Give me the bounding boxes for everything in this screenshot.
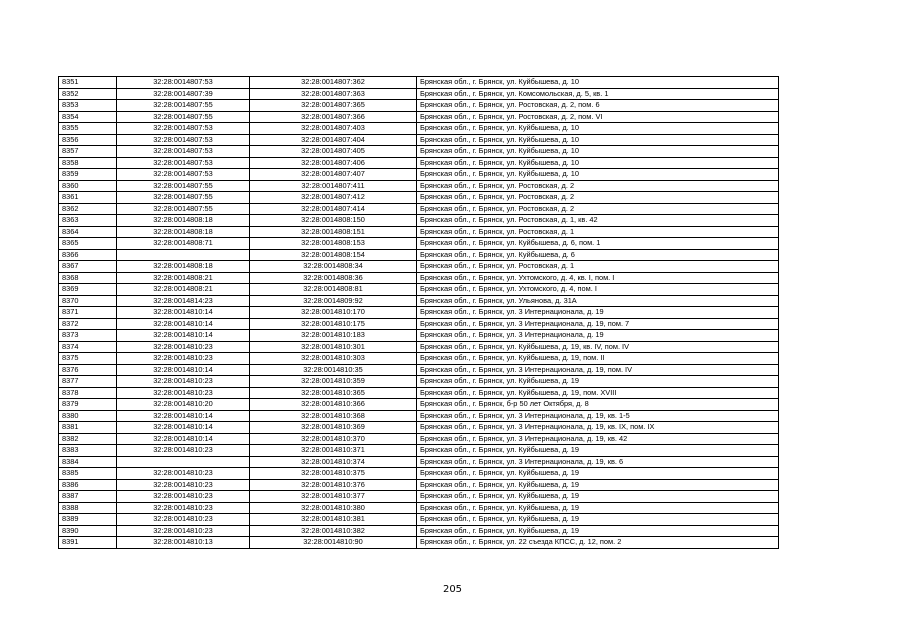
row-number-cell: 8359 bbox=[59, 169, 117, 181]
parent-cadastral-number-cell: 32:28:0014808:18 bbox=[117, 261, 250, 273]
cadastral-number-cell: 32:28:0014808:151 bbox=[250, 226, 417, 238]
table-row bbox=[59, 537, 779, 549]
row-number-cell: 8374 bbox=[59, 341, 117, 353]
cadastral-number-cell: 32:28:0014809:92 bbox=[250, 295, 417, 307]
address-cell: Брянская обл., г. Брянск, ул. Ростовская, д. 2 bbox=[417, 180, 779, 192]
address-cell: Брянская обл., г. Брянск, ул. Куйбышева, д. 10 bbox=[417, 157, 779, 169]
row-number-cell: 8384 bbox=[59, 456, 117, 468]
table-row bbox=[59, 502, 779, 514]
parent-cadastral-number-cell: 32:28:0014810:23 bbox=[117, 491, 250, 503]
address-cell: Брянская обл., г. Брянск, ул. Куйбышева, д. 10 bbox=[417, 77, 779, 89]
cadastral-number-cell: 32:28:0014808:34 bbox=[250, 261, 417, 273]
table-row bbox=[59, 422, 779, 434]
address-cell: Брянская обл., г. Брянск, ул. 3 Интернационала, д. 19 bbox=[417, 330, 779, 342]
table-row bbox=[59, 456, 779, 468]
address-cell: Брянская обл., г. Брянск, ул. Куйбышева, д. 19, пом. II bbox=[417, 353, 779, 365]
table-row bbox=[59, 468, 779, 480]
row-number-cell: 8370 bbox=[59, 295, 117, 307]
address-cell: Брянская обл., г. Брянск, ул. 3 Интернационала, д. 19, пом. 7 bbox=[417, 318, 779, 330]
row-number-cell: 8351 bbox=[59, 77, 117, 89]
row-number-cell: 8367 bbox=[59, 261, 117, 273]
table-row bbox=[59, 111, 779, 123]
address-cell: Брянская обл., г. Брянск, ул. Куйбышева, д. 19, пом. XVIII bbox=[417, 387, 779, 399]
address-cell: Брянская обл., г. Брянск, ул. Куйбышева, д. 19 bbox=[417, 479, 779, 491]
cadastral-number-cell: 32:28:0014807:405 bbox=[250, 146, 417, 158]
parent-cadastral-number-cell: 32:28:0014807:55 bbox=[117, 100, 250, 112]
parent-cadastral-number-cell: 32:28:0014814:23 bbox=[117, 295, 250, 307]
address-cell: Брянская обл., г. Брянск, ул. Ростовская, д. 2 bbox=[417, 203, 779, 215]
cadastral-number-cell: 32:28:0014810:183 bbox=[250, 330, 417, 342]
cadastral-number-cell: 32:28:0014810:35 bbox=[250, 364, 417, 376]
row-number-cell: 8354 bbox=[59, 111, 117, 123]
row-number-cell: 8388 bbox=[59, 502, 117, 514]
address-cell: Брянская обл., г. Брянск, ул. Куйбышева, д. 6 bbox=[417, 249, 779, 261]
address-cell: Брянская обл., г. Брянск, ул. Куйбышева, д. 10 bbox=[417, 134, 779, 146]
parent-cadastral-number-cell: 32:28:0014807:53 bbox=[117, 169, 250, 181]
table-row bbox=[59, 491, 779, 503]
cadastral-number-cell: 32:28:0014807:406 bbox=[250, 157, 417, 169]
parent-cadastral-number-cell: 32:28:0014807:55 bbox=[117, 111, 250, 123]
parent-cadastral-number-cell: 32:28:0014807:53 bbox=[117, 157, 250, 169]
row-number-cell: 8385 bbox=[59, 468, 117, 480]
parent-cadastral-number-cell: 32:28:0014810:14 bbox=[117, 422, 250, 434]
row-number-cell: 8376 bbox=[59, 364, 117, 376]
address-cell: Брянская обл., г. Брянск, ул. 3 Интернационала, д. 19, кв. IX, пом. IX bbox=[417, 422, 779, 434]
row-number-cell: 8369 bbox=[59, 284, 117, 296]
parent-cadastral-number-cell: 32:28:0014808:18 bbox=[117, 215, 250, 227]
cadastral-number-cell: 32:28:0014810:370 bbox=[250, 433, 417, 445]
row-number-cell: 8387 bbox=[59, 491, 117, 503]
row-number-cell: 8358 bbox=[59, 157, 117, 169]
parent-cadastral-number-cell: 32:28:0014807:53 bbox=[117, 77, 250, 89]
parent-cadastral-number-cell: 32:28:0014810:14 bbox=[117, 364, 250, 376]
row-number-cell: 8362 bbox=[59, 203, 117, 215]
cadastral-number-cell: 32:28:0014807:362 bbox=[250, 77, 417, 89]
cadastral-number-cell: 32:28:0014807:366 bbox=[250, 111, 417, 123]
cadastral-number-cell: 32:28:0014810:368 bbox=[250, 410, 417, 422]
parent-cadastral-number-cell: 32:28:0014810:20 bbox=[117, 399, 250, 411]
cadastral-number-cell: 32:28:0014810:301 bbox=[250, 341, 417, 353]
table-row bbox=[59, 100, 779, 112]
table-row bbox=[59, 249, 779, 261]
address-cell: Брянская обл., г. Брянск, ул. Ухтомского, д. 4, кв. I, пом. I bbox=[417, 272, 779, 284]
cadastral-number-cell: 32:28:0014808:150 bbox=[250, 215, 417, 227]
row-number-cell: 8361 bbox=[59, 192, 117, 204]
address-cell: Брянская обл., г. Брянск, ул. Комсомольская, д. 5, кв. 1 bbox=[417, 88, 779, 100]
table-row bbox=[59, 433, 779, 445]
table-row bbox=[59, 261, 779, 273]
table-row bbox=[59, 226, 779, 238]
row-number-cell: 8353 bbox=[59, 100, 117, 112]
row-number-cell: 8355 bbox=[59, 123, 117, 135]
cadastral-number-cell: 32:28:0014807:414 bbox=[250, 203, 417, 215]
table-row bbox=[59, 353, 779, 365]
cadastral-number-cell: 32:28:0014810:303 bbox=[250, 353, 417, 365]
table-row bbox=[59, 307, 779, 319]
parent-cadastral-number-cell: 32:28:0014810:23 bbox=[117, 514, 250, 526]
address-cell: Брянская обл., г. Брянск, ул. 22 съезда КПСС, д. 12, пом. 2 bbox=[417, 537, 779, 549]
cadastral-number-cell: 32:28:0014810:382 bbox=[250, 525, 417, 537]
parent-cadastral-number-cell: 32:28:0014807:55 bbox=[117, 203, 250, 215]
cadastral-number-cell: 32:28:0014810:366 bbox=[250, 399, 417, 411]
table-row bbox=[59, 134, 779, 146]
parent-cadastral-number-cell: 32:28:0014810:23 bbox=[117, 502, 250, 514]
parent-cadastral-number-cell: 32:28:0014808:71 bbox=[117, 238, 250, 250]
address-cell: Брянская обл., г. Брянск, ул. Куйбышева, д. 19 bbox=[417, 445, 779, 457]
cadastral-number-cell: 32:28:0014810:369 bbox=[250, 422, 417, 434]
cadastral-number-cell: 32:28:0014807:363 bbox=[250, 88, 417, 100]
table-row bbox=[59, 88, 779, 100]
address-cell: Брянская обл., г. Брянск, ул. Куйбышева, д. 19 bbox=[417, 514, 779, 526]
parent-cadastral-number-cell: 32:28:0014810:14 bbox=[117, 307, 250, 319]
address-cell: Брянская обл., г. Брянск, ул. Куйбышева, д. 19 bbox=[417, 376, 779, 388]
table-row bbox=[59, 192, 779, 204]
parent-cadastral-number-cell: 32:28:0014810:23 bbox=[117, 445, 250, 457]
cadastral-number-cell: 32:28:0014807:411 bbox=[250, 180, 417, 192]
row-number-cell: 8373 bbox=[59, 330, 117, 342]
address-cell: Брянская обл., г. Брянск, ул. Ростовская, д. 2, пом. VI bbox=[417, 111, 779, 123]
table-row bbox=[59, 514, 779, 526]
address-cell: Брянская обл., г. Брянск, ул. 3 Интернационала, д. 19, кв. 42 bbox=[417, 433, 779, 445]
parent-cadastral-number-cell: 32:28:0014808:21 bbox=[117, 284, 250, 296]
table-row bbox=[59, 410, 779, 422]
address-cell: Брянская обл., г. Брянск, ул. Ростовская, д. 1 bbox=[417, 261, 779, 273]
parent-cadastral-number-cell: 32:28:0014807:55 bbox=[117, 180, 250, 192]
table-row bbox=[59, 203, 779, 215]
address-cell: Брянская обл., г. Брянск, ул. Куйбышева, д. 10 bbox=[417, 146, 779, 158]
table-row bbox=[59, 146, 779, 158]
table-row bbox=[59, 180, 779, 192]
table-row bbox=[59, 284, 779, 296]
address-cell: Брянская обл., г. Брянск, ул. Куйбышева, д. 19, кв. IV, пом. IV bbox=[417, 341, 779, 353]
parent-cadastral-number-cell: 32:28:0014808:21 bbox=[117, 272, 250, 284]
cadastral-number-cell: 32:28:0014807:404 bbox=[250, 134, 417, 146]
address-cell: Брянская обл., г. Брянск, ул. Куйбышева, д. 19 bbox=[417, 525, 779, 537]
parent-cadastral-number-cell: 32:28:0014810:14 bbox=[117, 318, 250, 330]
row-number-cell: 8363 bbox=[59, 215, 117, 227]
parent-cadastral-number-cell: 32:28:0014810:23 bbox=[117, 341, 250, 353]
parent-cadastral-number-cell: 32:28:0014810:23 bbox=[117, 525, 250, 537]
table-row bbox=[59, 238, 779, 250]
parent-cadastral-number-cell: 32:28:0014810:23 bbox=[117, 479, 250, 491]
parent-cadastral-number-cell bbox=[117, 249, 250, 261]
document-page bbox=[58, 76, 778, 549]
parent-cadastral-number-cell: 32:28:0014807:53 bbox=[117, 134, 250, 146]
table-row bbox=[59, 295, 779, 307]
row-number-cell: 8378 bbox=[59, 387, 117, 399]
parent-cadastral-number-cell: 32:28:0014810:14 bbox=[117, 410, 250, 422]
address-cell: Брянская обл., г. Брянск, ул. 3 Интернационала, д. 19 bbox=[417, 307, 779, 319]
address-cell: Брянская обл., г. Брянск, ул. Куйбышева, д. 19 bbox=[417, 468, 779, 480]
row-number-cell: 8371 bbox=[59, 307, 117, 319]
address-cell: Брянская обл., г. Брянск, ул. Куйбышева, д. 6, пом. 1 bbox=[417, 238, 779, 250]
row-number-cell: 8377 bbox=[59, 376, 117, 388]
cadastral-number-cell: 32:28:0014810:375 bbox=[250, 468, 417, 480]
cadastral-number-cell: 32:28:0014810:377 bbox=[250, 491, 417, 503]
row-number-cell: 8352 bbox=[59, 88, 117, 100]
address-cell: Брянская обл., г. Брянск, ул. 3 Интернационала, д. 19, кв. 1-5 bbox=[417, 410, 779, 422]
cadastral-number-cell: 32:28:0014810:380 bbox=[250, 502, 417, 514]
cadastral-number-cell: 32:28:0014808:81 bbox=[250, 284, 417, 296]
cadastral-number-cell: 32:28:0014807:412 bbox=[250, 192, 417, 204]
table-row bbox=[59, 341, 779, 353]
parent-cadastral-number-cell: 32:28:0014810:23 bbox=[117, 353, 250, 365]
page-number: 205 bbox=[442, 584, 463, 595]
address-cell: Брянская обл., г. Брянск, ул. Ростовская, д. 2 bbox=[417, 192, 779, 204]
address-cell: Брянская обл., г. Брянск, ул. Ухтомского, д. 4, пом. I bbox=[417, 284, 779, 296]
table-row bbox=[59, 123, 779, 135]
address-cell: Брянская обл., г. Брянск, ул. Ростовская, д. 1 bbox=[417, 226, 779, 238]
table-row bbox=[59, 479, 779, 491]
cadastral-number-cell: 32:28:0014807:407 bbox=[250, 169, 417, 181]
cadastral-number-cell: 32:28:0014810:90 bbox=[250, 537, 417, 549]
table-row bbox=[59, 525, 779, 537]
parent-cadastral-number-cell: 32:28:0014810:13 bbox=[117, 537, 250, 549]
registry-table bbox=[58, 76, 779, 549]
cadastral-number-cell: 32:28:0014810:371 bbox=[250, 445, 417, 457]
address-cell: Брянская обл., г. Брянск, ул. Ульянова, д. 31А bbox=[417, 295, 779, 307]
table-row bbox=[59, 387, 779, 399]
parent-cadastral-number-cell: 32:28:0014810:14 bbox=[117, 433, 250, 445]
table-row bbox=[59, 330, 779, 342]
cadastral-number-cell: 32:28:0014807:403 bbox=[250, 123, 417, 135]
cadastral-number-cell: 32:28:0014807:365 bbox=[250, 100, 417, 112]
row-number-cell: 8379 bbox=[59, 399, 117, 411]
row-number-cell: 8380 bbox=[59, 410, 117, 422]
cadastral-number-cell: 32:28:0014810:381 bbox=[250, 514, 417, 526]
parent-cadastral-number-cell: 32:28:0014807:53 bbox=[117, 123, 250, 135]
address-cell: Брянская обл., г. Брянск, ул. Куйбышева, д. 19 bbox=[417, 502, 779, 514]
cadastral-number-cell: 32:28:0014810:170 bbox=[250, 307, 417, 319]
address-cell: Брянская обл., г. Брянск, ул. Ростовская, д. 1, кв. 42 bbox=[417, 215, 779, 227]
address-cell: Брянская обл., г. Брянск, ул. Куйбышева, д. 10 bbox=[417, 169, 779, 181]
row-number-cell: 8356 bbox=[59, 134, 117, 146]
table-row bbox=[59, 445, 779, 457]
row-number-cell: 8375 bbox=[59, 353, 117, 365]
parent-cadastral-number-cell: 32:28:0014810:23 bbox=[117, 376, 250, 388]
address-cell: Брянская обл., г. Брянск, ул. Куйбышева, д. 10 bbox=[417, 123, 779, 135]
row-number-cell: 8360 bbox=[59, 180, 117, 192]
row-number-cell: 8364 bbox=[59, 226, 117, 238]
table-row bbox=[59, 169, 779, 181]
row-number-cell: 8357 bbox=[59, 146, 117, 158]
row-number-cell: 8389 bbox=[59, 514, 117, 526]
parent-cadastral-number-cell: 32:28:0014810:14 bbox=[117, 330, 250, 342]
row-number-cell: 8366 bbox=[59, 249, 117, 261]
table-row bbox=[59, 399, 779, 411]
table-row bbox=[59, 215, 779, 227]
address-cell: Брянская обл., г. Брянск, ул. 3 Интернационала, д. 19, кв. 6 bbox=[417, 456, 779, 468]
cadastral-number-cell: 32:28:0014810:376 bbox=[250, 479, 417, 491]
address-cell: Брянская обл., г. Брянск, б-р 50 лет Октября, д. 8 bbox=[417, 399, 779, 411]
table-row bbox=[59, 77, 779, 89]
row-number-cell: 8391 bbox=[59, 537, 117, 549]
cadastral-number-cell: 32:28:0014810:365 bbox=[250, 387, 417, 399]
cadastral-number-cell: 32:28:0014810:175 bbox=[250, 318, 417, 330]
address-cell: Брянская обл., г. Брянск, ул. 3 Интернационала, д. 19, пом. IV bbox=[417, 364, 779, 376]
row-number-cell: 8381 bbox=[59, 422, 117, 434]
row-number-cell: 8368 bbox=[59, 272, 117, 284]
table-row bbox=[59, 376, 779, 388]
registry-table-body bbox=[59, 77, 779, 549]
table-row bbox=[59, 318, 779, 330]
parent-cadastral-number-cell bbox=[117, 456, 250, 468]
address-cell: Брянская обл., г. Брянск, ул. Ростовская, д. 2, пом. 6 bbox=[417, 100, 779, 112]
parent-cadastral-number-cell: 32:28:0014807:39 bbox=[117, 88, 250, 100]
row-number-cell: 8365 bbox=[59, 238, 117, 250]
parent-cadastral-number-cell: 32:28:0014807:53 bbox=[117, 146, 250, 158]
table-row bbox=[59, 157, 779, 169]
table-row bbox=[59, 272, 779, 284]
parent-cadastral-number-cell: 32:28:0014810:23 bbox=[117, 468, 250, 480]
table-row bbox=[59, 364, 779, 376]
row-number-cell: 8390 bbox=[59, 525, 117, 537]
cadastral-number-cell: 32:28:0014808:153 bbox=[250, 238, 417, 250]
row-number-cell: 8372 bbox=[59, 318, 117, 330]
address-cell: Брянская обл., г. Брянск, ул. Куйбышева, д. 19 bbox=[417, 491, 779, 503]
cadastral-number-cell: 32:28:0014808:154 bbox=[250, 249, 417, 261]
row-number-cell: 8382 bbox=[59, 433, 117, 445]
cadastral-number-cell: 32:28:0014810:374 bbox=[250, 456, 417, 468]
row-number-cell: 8386 bbox=[59, 479, 117, 491]
parent-cadastral-number-cell: 32:28:0014810:23 bbox=[117, 387, 250, 399]
parent-cadastral-number-cell: 32:28:0014808:18 bbox=[117, 226, 250, 238]
parent-cadastral-number-cell: 32:28:0014807:55 bbox=[117, 192, 250, 204]
cadastral-number-cell: 32:28:0014810:359 bbox=[250, 376, 417, 388]
cadastral-number-cell: 32:28:0014808:36 bbox=[250, 272, 417, 284]
row-number-cell: 8383 bbox=[59, 445, 117, 457]
